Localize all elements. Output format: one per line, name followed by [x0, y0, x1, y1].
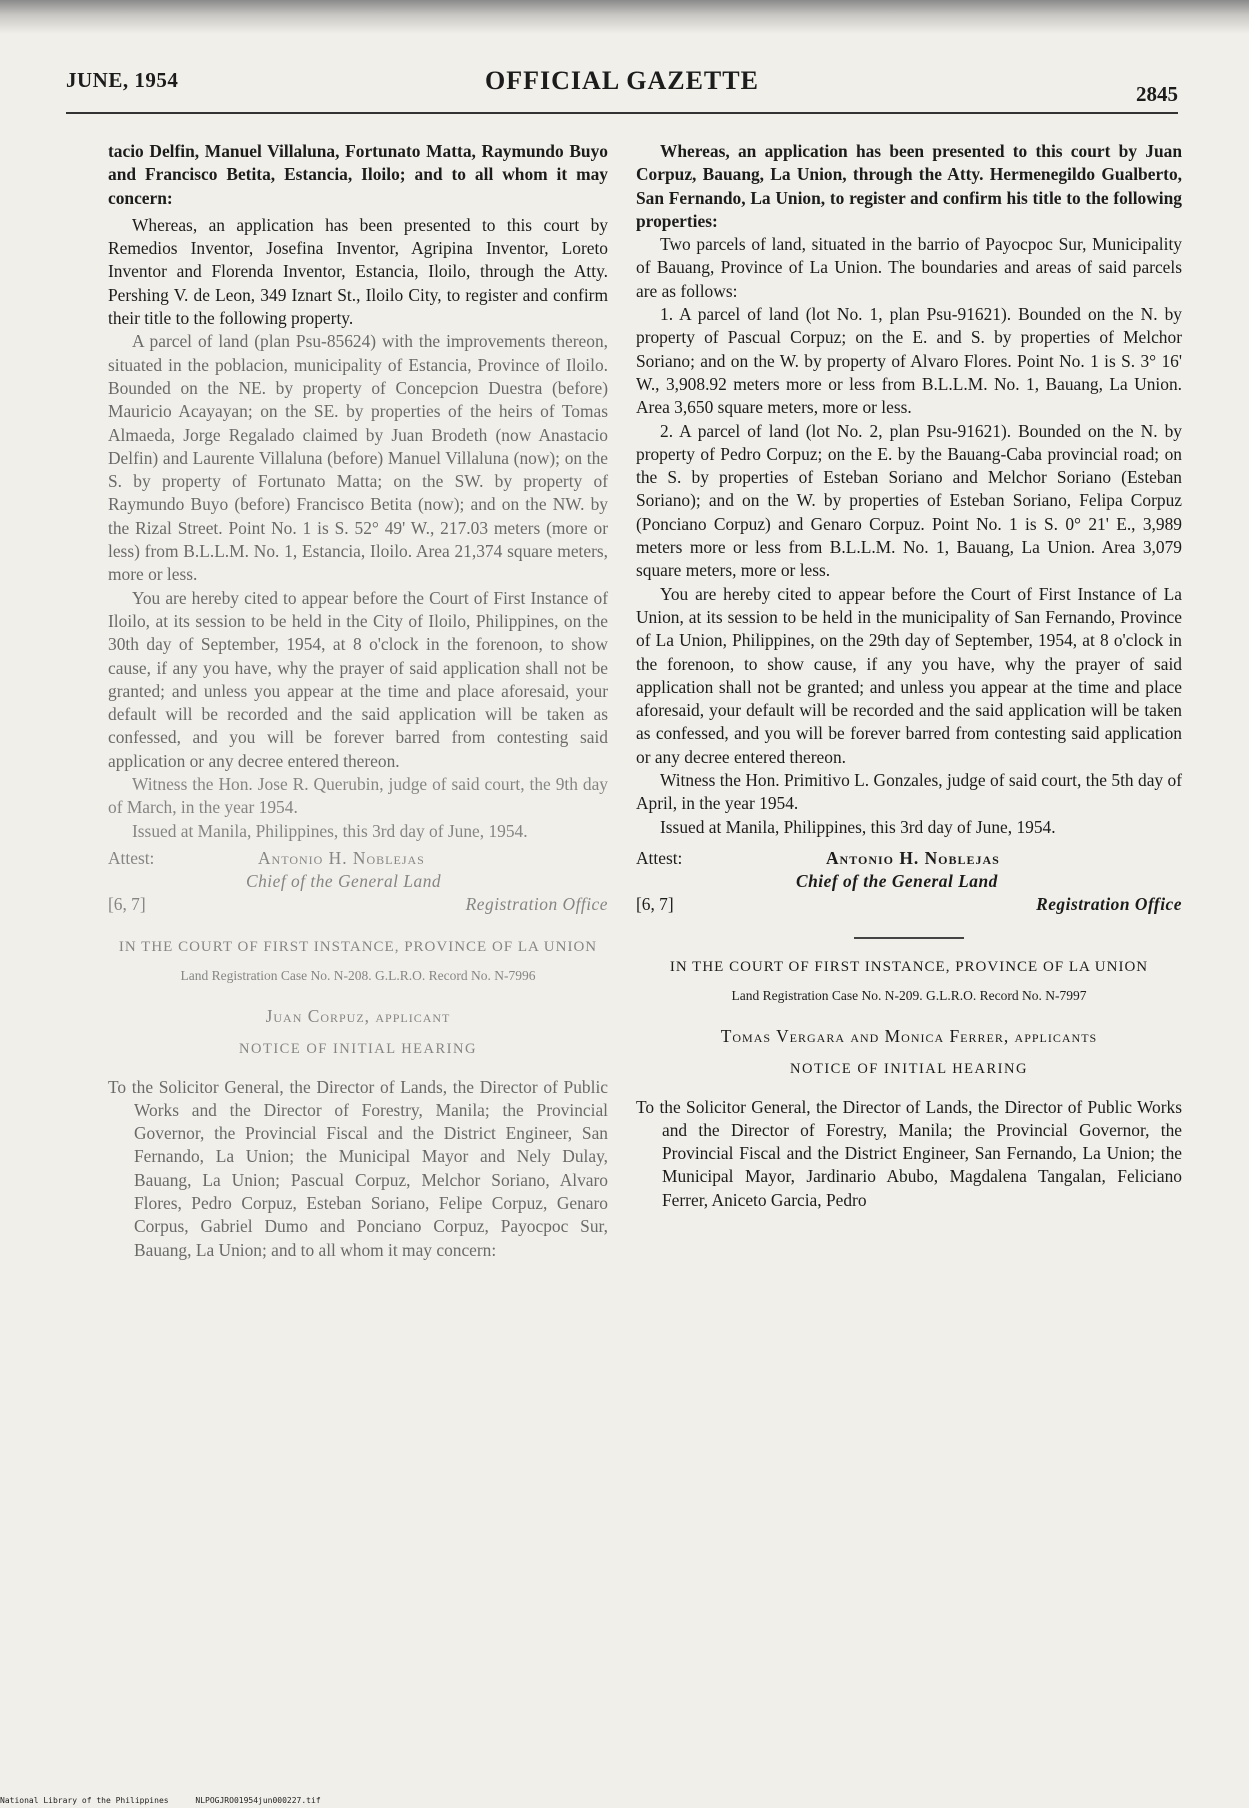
parcel-description: A parcel of land (plan Psu-85624) with the improvements thereon, situated in the poblacion, municipality of Estancia, Province of Iloilo. Bounded on the NE. by property of Concepcion Duestra (before) Mauricio Acayayan; on the SE. by properties of the heirs of Tomas Almaeda, Jorge Regalado claimed by Juan Brodeth (now Anastacio Delfin) and Laurente Villaluna (before) Manuel Villaluna (now); on the S. by property of Fortunato Matta; on the SW. by property of Raymundo Buyo (before) Francisco Betita (now); and on the NW. by the Rizal Street. Point No. 1 is S. 52° 49' W., 217.03 meters (more or less) from B.L.L.M. No. 1, Estancia, Iloilo. Area 21,374 square meters, more or less.: [108, 331, 608, 585]
whereas-paragraph: Whereas, an application has been presented to this court by Remedios Inventor, Josefina Inventor, Agripina Inventor, Loreto Inventor and Florenda Inventor, Estancia, Iloilo, through the Atty. Pershing V. de Leon, 349 Iznart St., Iloilo City, to register and confirm their title to the following property.: [108, 214, 608, 329]
attest-title-line1: Chief of the General Land: [796, 870, 998, 891]
attest-name: Antonio H. Noblejas: [258, 847, 425, 868]
notice-heading: NOTICE OF INITIAL HEARING: [790, 1061, 1028, 1078]
witness-paragraph: Witness the Hon. Primitivo L. Gonzales, judge of said court, the 5th day of April, in the year 1954.: [636, 770, 1182, 814]
attest-label: Attest:: [636, 847, 683, 868]
footer-file: NLPOGJRO01954jun000227.tif: [195, 1796, 321, 1805]
citation-paragraph: You are hereby cited to appear before the Court of First Instance of La Union, at its session to be held in the municipality of San Fernando, Province of La Union, Philippines, on the 29th day of September, 1954, at 8 o'clock in the forenoon, to show cause, if any you have, why the prayer of said application shall not be granted; and unless you appear at the time and place aforesaid, your default will be recorded and the said application will be taken as confessed, and you will be forever barred from contesting said application or any decree entered thereon.: [636, 583, 1182, 767]
section-divider: [854, 937, 964, 939]
attest-title-line2: Registration Office: [465, 893, 608, 914]
left-column: [108, 140, 608, 1262]
applicants-line: Tomas Vergara and Monica Ferrer, applicants: [720, 1025, 1098, 1046]
witness-paragraph: Witness the Hon. Jose R. Querubin, judge of said court, the 9th day of March, in the year 1954.: [108, 774, 608, 818]
issue-reference: [6, 7]: [108, 893, 146, 914]
right-column: [636, 140, 1182, 1212]
page-header: [66, 58, 1178, 114]
parcel-one: 1. A parcel of land (lot No. 1, plan Psu-91621). Bounded on the N. by property of Pascual Corpuz; on the E. and S. by properties of Melchor Soriano; and on the W. by property of Alvaro Flores. Point No. 1 is S. 3° 16' W., 3,908.92 meters more or less from B.L.L.M. No. 1, Bauang, La Union. Area 3,650 square meters, more or less.: [636, 304, 1182, 418]
parcels-intro: Two parcels of land, situated in the barrio of Payocpoc Sur, Municipality of Bauang, Province of La Union. The boundaries and areas of said parcels are as follows:: [636, 234, 1182, 301]
attest-title-line2: Registration Office: [1036, 893, 1182, 914]
applicant-line: Juan Corpuz, applicant: [265, 1005, 451, 1026]
issue-reference: [6, 7]: [636, 893, 674, 914]
page-number: 2845: [1136, 82, 1178, 106]
attest-block: [636, 847, 1182, 917]
attest-label: Attest:: [108, 847, 155, 868]
attest-name: Antonio H. Noblejas: [826, 847, 1000, 868]
court-heading: IN THE COURT OF FIRST INSTANCE, PROVINCE OF LA UNION: [118, 938, 598, 955]
court-heading: IN THE COURT OF FIRST INSTANCE, PROVINCE OF LA UNION: [669, 958, 1149, 975]
header-date: JUNE, 1954: [66, 68, 179, 92]
whereas-paragraph: Whereas, an application has been presented to this court by Juan Corpuz, Bauang, La Union, through the Atty. Hermenegildo Gualberto, San Fernando, La Union, to register and confirm his title to the following properties:: [636, 141, 1182, 231]
issued-paragraph: Issued at Manila, Philippines, this 3rd day of June, 1954.: [132, 820, 528, 841]
attest-block: [108, 847, 608, 917]
to-clause: To the Solicitor General, the Director of Lands, the Director of Public Works and the Director of Forestry, Manila; the Provincial Governor, the Provincial Fiscal and the District Engineer, San Fernando, La Union; the Municipal Mayor, Jardinario Abubo, Magdalena Tangalan, Feliciano Ferrer, Aniceto Garcia, Pedro: [636, 1096, 1182, 1210]
addressees-continued: tacio Delfin, Manuel Villaluna, Fortunato Matta, Raymundo Buyo and Francisco Betita, Estancia, Iloilo; and to all whom it may concern:: [108, 141, 608, 208]
notice-heading: NOTICE OF INITIAL HEARING: [239, 1041, 477, 1058]
footer-library: National Library of the Philippines: [0, 1796, 169, 1805]
header-rule: [66, 112, 1178, 114]
scan-edge-shadow: [0, 0, 1249, 34]
issued-paragraph: Issued at Manila, Philippines, this 3rd day of June, 1954.: [660, 816, 1056, 837]
to-clause: To the Solicitor General, the Director of Lands, the Director of Public Works and the Director of Forestry, Manila; the Provincial Governor, the Provincial Fiscal and the District Engineer, San Fernando, La Union; the Municipal Mayor and Nely Dulay, Bauang, La Union; Pascual Corpuz, Melchor Soriano, Alvaro Flores, Pedro Corpuz, Esteban Soriano, Felipe Corpuz, Genaro Corpus, Gabriel Dumo and Ponciano Corpuz, Payocpoc Sur, Bauang, La Union; and to all whom it may concern:: [108, 1076, 608, 1260]
scan-footer: [0, 1796, 343, 1805]
case-line: Land Registration Case No. N-209. G.L.R.O. Record No. N-7997: [731, 987, 1087, 1003]
parcel-two: 2. A parcel of land (lot No. 2, plan Psu-91621). Bounded on the N. by property of Pedro Corpuz; on the E. by the Bauang-Caba provincial road; on the S. by properties of Esteban Soriano and Melchor Soriano (Esteban Soriano); and on the W. by properties of Esteban Soriano, Felipa Corpuz (Ponciano Corpuz) and Genaro Corpuz. Point No. 1 is S. 0° 21' E., 3,989 meters more or less from B.L.L.M. No. 1, Bauang, La Union. Area 3,079 square meters, more or less.: [636, 420, 1182, 581]
header-title: OFFICIAL GAZETTE: [485, 66, 759, 95]
case-line: Land Registration Case No. N-208. G.L.R.O. Record No. N-7996: [180, 967, 536, 983]
citation-paragraph: You are hereby cited to appear before the Court of First Instance of Iloilo, at its session to be held in the City of Iloilo, Philippines, on the 30th day of September, 1954, at 8 o'clock in the forenoon, to show cause, if any you have, why the prayer of said application shall not be granted; and unless you appear at the time and place aforesaid, your default will be recorded and the said application will be taken as confessed, and you will be forever barred from contesting said application or any decree entered thereon.: [108, 587, 608, 771]
attest-title-line1: Chief of the General Land: [246, 870, 442, 891]
